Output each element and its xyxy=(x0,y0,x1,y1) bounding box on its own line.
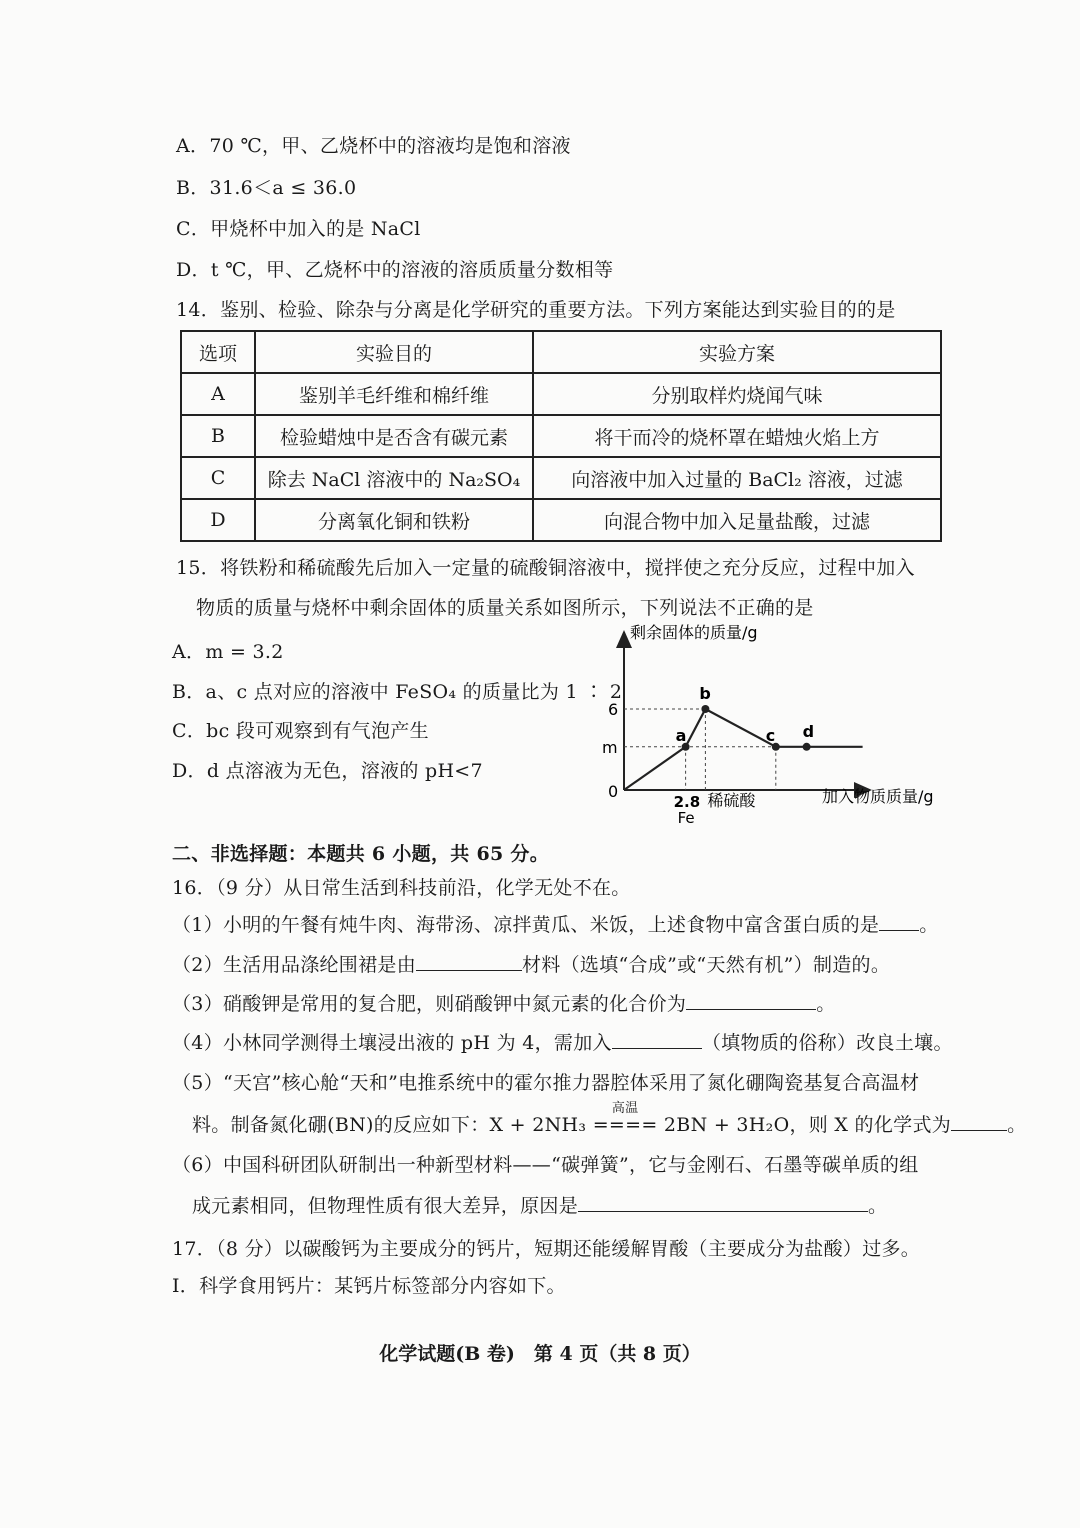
q15-stem-line2: 物质的质量与烧杯中剩余固体的质量关系如图所示，下列说法不正确的是 xyxy=(196,597,814,619)
point-label-d: d xyxy=(802,721,815,741)
x-tick-sublabel: Fe xyxy=(677,809,695,827)
table-row xyxy=(181,415,941,457)
answer-blank[interactable] xyxy=(879,912,919,931)
q16-part2 xyxy=(172,952,890,977)
table-header: 选项 xyxy=(181,331,255,373)
q13-option-c: C．甲烧杯中加入的是 NaCl xyxy=(176,218,421,240)
y-tick-label: m xyxy=(602,737,618,757)
table-header: 实验目的 xyxy=(255,331,533,373)
q15-stem-line1: 15．将铁粉和稀硫酸先后加入一定量的硫酸铜溶液中，搅拌使之充分反应，过程中加入 xyxy=(176,557,915,579)
point-label-a: a xyxy=(675,725,687,745)
data-curve xyxy=(624,709,863,790)
period: 。 xyxy=(919,914,939,936)
q16-part4-text-end: （填物质的俗称）改良土壤。 xyxy=(701,1032,953,1054)
q16-part3 xyxy=(172,991,836,1016)
q13-option-a: A．70 ℃，甲、乙烧杯中的溶液均是饱和溶液 xyxy=(176,135,571,157)
x-axis-label: 加入物质质量/g xyxy=(822,787,934,806)
q14-table xyxy=(180,330,942,542)
answer-blank[interactable] xyxy=(578,1193,868,1212)
period: 。 xyxy=(1007,1114,1027,1136)
table-header-row xyxy=(181,331,941,373)
reaction-condition: 高温 xyxy=(611,1101,639,1116)
q15-option-d: D．d 点溶液为无色，溶液的 pH<7 xyxy=(172,760,483,782)
q16-part6-line1: （6）中国科研团队研制出一种新型材料——“碳弹簧”，它与金刚石、石墨等碳单质的组 xyxy=(172,1154,919,1176)
answer-blank[interactable] xyxy=(686,991,816,1010)
q16-part3-text: （3）硝酸钾是常用的复合肥，则硝酸钾中氮元素的化合价为 xyxy=(172,993,687,1015)
table-row xyxy=(181,499,941,541)
q16-part4 xyxy=(172,1030,953,1055)
y-tick-label: 6 xyxy=(608,700,619,719)
data-point-d xyxy=(803,743,811,751)
q16-stem: 16．（9 分）从日常生活到科技前沿，化学无处不在。 xyxy=(172,877,631,899)
table-cell: 分离氧化铜和铁粉 xyxy=(255,499,533,541)
table-cell: D xyxy=(181,499,255,541)
q16-part6-line2 xyxy=(192,1193,887,1218)
q15-option-a: A．m = 3.2 xyxy=(172,641,284,663)
mass-chart xyxy=(600,620,960,830)
table-cell: 鉴别羊毛纤维和棉纤维 xyxy=(255,373,533,415)
data-point-b xyxy=(701,705,709,713)
q16-part1 xyxy=(172,912,939,937)
equals-sign: ==== xyxy=(592,1114,658,1136)
data-points xyxy=(676,684,814,751)
q16-part5-line2 xyxy=(192,1101,1027,1137)
table-cell: 将干而冷的烧杯罩在蜡烛火焰上方 xyxy=(533,415,941,457)
table-cell: A xyxy=(181,373,255,415)
q16-part2-text: （2）生活用品涤纶围裙是由 xyxy=(172,954,416,976)
q14-stem: 14．鉴别、检验、除杂与分离是化学研究的重要方法。下列方案能达到实验目的的是 xyxy=(176,299,896,321)
q16-part5-text: 料。制备氮化硼(BN)的反应如下：X + 2NH₃ xyxy=(192,1114,587,1136)
q13-option-b: B．31.6＜a ≤ 36.0 xyxy=(176,177,357,199)
table-cell: 除去 NaCl 溶液中的 Na₂SO₄ xyxy=(255,457,533,499)
table-row xyxy=(181,373,941,415)
answer-blank[interactable] xyxy=(951,1112,1007,1131)
y-axis-label: 剩余固体的质量/g xyxy=(630,623,758,642)
table-header: 实验方案 xyxy=(533,331,941,373)
period: 。 xyxy=(816,993,836,1015)
segment-label: 稀硫酸 xyxy=(707,791,756,810)
reaction-arrow xyxy=(592,1101,658,1137)
point-label-b: b xyxy=(699,684,711,703)
table-cell: C xyxy=(181,457,255,499)
q16-part5-text-end: 2BN + 3H₂O，则 X 的化学式为 xyxy=(663,1114,952,1136)
answer-blank[interactable] xyxy=(416,952,522,971)
section-2-heading: 二、非选择题：本题共 6 小题，共 65 分。 xyxy=(172,843,550,865)
q13-option-d: D．t ℃，甲、乙烧杯中的溶液的溶质质量分数相等 xyxy=(176,259,614,281)
period: 。 xyxy=(868,1195,888,1217)
table-cell: B xyxy=(181,415,255,457)
origin-label: 0 xyxy=(608,782,619,801)
q17-part1: Ⅰ．科学食用钙片：某钙片标签部分内容如下。 xyxy=(172,1275,566,1297)
page-footer: 化学试题(B 卷) 第 4 页（共 8 页） xyxy=(379,1343,701,1365)
table-row xyxy=(181,457,941,499)
table-cell: 检验蜡烛中是否含有碳元素 xyxy=(255,415,533,457)
point-label-c: c xyxy=(765,725,776,745)
table-cell: 分别取样灼烧闻气味 xyxy=(533,373,941,415)
q16-part6-text: 成元素相同，但物理性质有很大差异，原因是 xyxy=(192,1195,579,1217)
answer-blank[interactable] xyxy=(612,1030,702,1049)
q16-part2-text-end: 材料（选填“合成”或“天然有机”）制造的。 xyxy=(522,954,891,976)
x-tick-label: 2.8 xyxy=(673,793,701,811)
q16-part1-text: （1）小明的午餐有炖牛肉、海带汤、凉拌黄瓜、米饭，上述食物中富含蛋白质的是 xyxy=(172,914,880,936)
table-cell: 向混合物中加入足量盐酸，过滤 xyxy=(533,499,941,541)
q17-stem: 17．（8 分）以碳酸钙为主要成分的钙片，短期还能缓解胃酸（主要成分为盐酸）过多。 xyxy=(172,1238,921,1260)
q15-option-c: C．bc 段可观察到有气泡产生 xyxy=(172,720,429,742)
table-cell: 向溶液中加入过量的 BaCl₂ 溶液，过滤 xyxy=(533,457,941,499)
q16-part5-line1: （5）“天宫”核心舱“天和”电推系统中的霍尔推力器腔体采用了氮化硼陶瓷基复合高温材 xyxy=(172,1072,920,1094)
q15-option-b: B．a、c 点对应的溶液中 FeSO₄ 的质量比为 1 ∶ 2 xyxy=(172,681,623,703)
q16-part4-text: （4）小林同学测得土壤浸出液的 pH 为 4，需加入 xyxy=(172,1032,612,1054)
